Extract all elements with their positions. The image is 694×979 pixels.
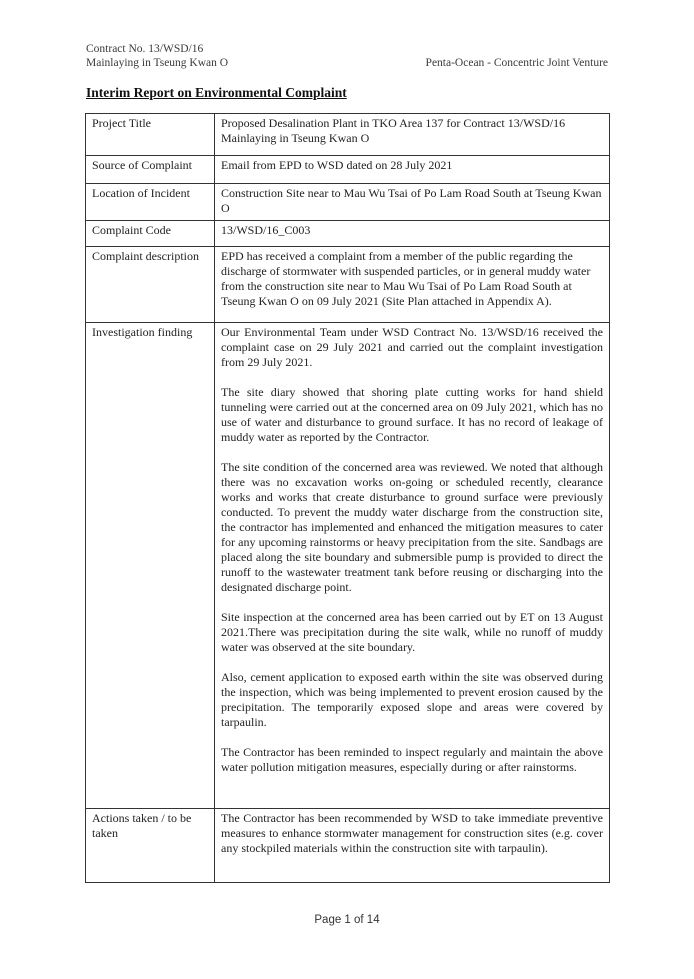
investigation-paragraph: Site inspection at the concerned area has been carried out by ET on 13 August 2021.There was precipitation during the site walk, while no runoff of muddy water was observed at the site boundary.	[221, 610, 603, 654]
investigation-paragraph: Also, cement application to exposed earth within the site was observed during the inspection, which was being implemented to prevent erosion caused by the precipitation. The temporarily exposed slope and areas were covered by tarpaulin.	[221, 670, 603, 729]
actions-label: Actions taken / to be taken	[86, 809, 215, 883]
location-value	[215, 184, 610, 221]
complaint-code-text: 13/WSD/16_C003	[221, 223, 311, 237]
location-text: Construction Site near to Mau Wu Tsai of Po Lam Road South at Tseung Kwan O	[221, 186, 602, 215]
actions-value	[215, 809, 610, 883]
investigation-label: Investigation finding	[86, 323, 215, 809]
complaint-code-label: Complaint Code	[86, 221, 215, 247]
description-value	[215, 247, 610, 323]
complaint-table	[85, 113, 610, 883]
header-contract-info	[86, 42, 228, 70]
report-title: Interim Report on Environmental Complaint	[86, 85, 347, 100]
investigation-paragraph: The site diary showed that shoring plate cutting works for hand shield tunneling were carried out at the concerned area on 09 July 2021, which has no use of water and disturbance to ground surface. It has no record of leakage of muddy water as reported by the Contractor.	[221, 385, 603, 444]
project-title-label: Project Title	[86, 114, 215, 156]
row-complaint-code	[86, 221, 610, 247]
page-number: Page 1 of 14	[314, 914, 380, 926]
row-description	[86, 247, 610, 323]
row-source	[86, 156, 610, 184]
row-project-title	[86, 114, 610, 156]
source-label: Source of Complaint	[86, 156, 215, 184]
actions-text: The Contractor has been recommended by WSD to take immediate preventive measures to enhance stormwater management for construction sites (e.g. cover any stockpiled materials within the construction site with tarpaulin).	[221, 811, 603, 855]
project-title-text: Proposed Desalination Plant in TKO Area 137 for Contract 13/WSD/16 Mainlaying in Tseung Kwan O	[221, 116, 566, 145]
investigation-paragraph: The site condition of the concerned area was reviewed. We noted that although there was no excavation works on-going or scheduled recently, clearance works and works that create disturbance to ground surface were previously conducted. To prevent the muddy water discharge from the construction site, the contractor has implemented and enhanced the mitigation measures to cater for any upcoming rainstorms or heavy precipitation from the site. Sandbags are placed along the site boundary and submersible pump is provided to direct the runoff to the wastewater treatment tank before reusing or discharging into the designated discharge point.	[221, 460, 603, 594]
project-title-value	[215, 114, 610, 156]
row-actions	[86, 809, 610, 883]
source-value	[215, 156, 610, 184]
description-text: EPD has received a complaint from a member of the public regarding the discharge of stormwater with suspended particles, or in general muddy water from the construction site near to Mau Wu Tsai of Po Lam Road South at Tseung Kwan O on 09 July 2021 (Site Plan attached in Appendix A).	[221, 249, 591, 308]
row-investigation	[86, 323, 610, 809]
location-label: Location of Incident	[86, 184, 215, 221]
investigation-value	[215, 323, 610, 809]
contractor-name: Penta-Ocean - Concentric Joint Venture	[425, 57, 608, 69]
source-text: Email from EPD to WSD dated on 28 July 2021	[221, 158, 453, 172]
complaint-code-value	[215, 221, 610, 247]
contract-name: Mainlaying in Tseung Kwan O	[86, 57, 229, 69]
investigation-paragraph: Our Environmental Team under WSD Contract No. 13/WSD/16 received the complaint case on 29 July 2021 and carried out the complaint investigation from 29 July 2021.	[221, 325, 603, 369]
contract-number: Contract No. 13/WSD/16	[86, 43, 204, 55]
description-label: Complaint description	[86, 247, 215, 323]
investigation-paragraph: The Contractor has been reminded to inspect regularly and maintain the above water pollution mitigation measures, especially during or after rainstorms.	[221, 745, 603, 774]
row-location	[86, 184, 610, 221]
